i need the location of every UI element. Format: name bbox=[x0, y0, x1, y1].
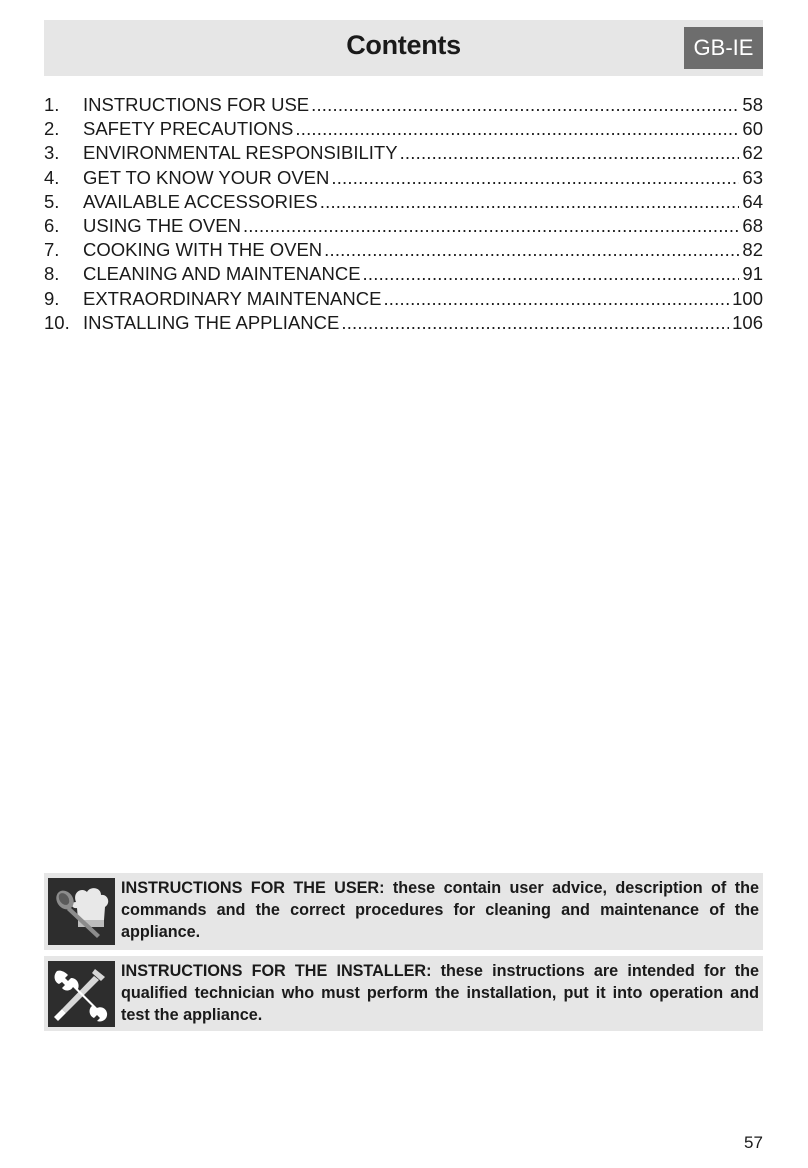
toc-entry-title: USING THE OVEN bbox=[83, 214, 241, 236]
installer-instructions-note bbox=[44, 956, 763, 1031]
toc-entry[interactable] bbox=[44, 118, 763, 142]
toc-entry-page: 64 bbox=[742, 190, 763, 212]
toc-entry[interactable] bbox=[44, 167, 763, 191]
toc-entry[interactable] bbox=[44, 263, 763, 287]
toc-entry-page: 106 bbox=[732, 311, 763, 333]
toc-entry-number: 3. bbox=[44, 142, 60, 164]
chef-hat-spoon-icon bbox=[48, 878, 115, 945]
toc-entry-number: 8. bbox=[44, 263, 60, 285]
toc-entry-title: AVAILABLE ACCESSORIES bbox=[83, 190, 318, 212]
toc-entry-title: GET TO KNOW YOUR OVEN bbox=[83, 166, 330, 188]
toc-entry[interactable] bbox=[44, 142, 763, 166]
toc-dot-leader bbox=[400, 142, 740, 164]
toc-entry-title: INSTALLING THE APPLIANCE bbox=[83, 311, 340, 333]
contents-header bbox=[44, 20, 763, 76]
toc-entry[interactable] bbox=[44, 288, 763, 312]
toc-entry-title: SAFETY PRECAUTIONS bbox=[83, 118, 294, 140]
toc-entry-title: INSTRUCTIONS FOR USE bbox=[83, 94, 310, 115]
wrench-screwdriver-icon bbox=[48, 961, 115, 1027]
toc-entry-number: 10. bbox=[44, 311, 70, 333]
toc-entry[interactable] bbox=[44, 191, 763, 215]
toc-entry[interactable] bbox=[44, 239, 763, 263]
toc-entry-title: ENVIRONMENTAL RESPONSIBILITY bbox=[83, 142, 398, 164]
toc-entry[interactable] bbox=[44, 312, 763, 336]
toc-entry-page: 91 bbox=[742, 263, 763, 285]
toc-entry-page: 58 bbox=[742, 94, 763, 115]
installer-instructions-text: INSTRUCTIONS FOR THE INSTALLER: these instructions are intended for the qualified technician who must perform the installation, put it into operation and test the appliance. bbox=[121, 962, 759, 1024]
toc-entry-page: 62 bbox=[742, 142, 763, 164]
toc-entry[interactable] bbox=[44, 94, 763, 118]
toc-dot-leader bbox=[311, 94, 739, 116]
toc-dot-leader bbox=[363, 263, 740, 285]
toc-dot-leader bbox=[331, 167, 739, 189]
toc-entry[interactable] bbox=[44, 215, 763, 239]
table-of-contents bbox=[44, 94, 763, 336]
user-instructions-note bbox=[44, 873, 763, 950]
toc-dot-leader bbox=[324, 239, 739, 261]
language-badge: GB-IE bbox=[684, 27, 763, 69]
user-instructions-text: INSTRUCTIONS FOR THE USER: these contain user advice, description of the commands and the correct procedures for cleaning and maintenance of the appliance. bbox=[121, 879, 759, 941]
toc-entry-number: 4. bbox=[44, 166, 60, 188]
toc-entry-page: 63 bbox=[742, 166, 763, 188]
toc-entry-number: 6. bbox=[44, 214, 60, 236]
toc-dot-leader bbox=[295, 118, 739, 140]
toc-entry-page: 60 bbox=[742, 118, 763, 140]
toc-entry-page: 100 bbox=[732, 287, 763, 309]
toc-dot-leader bbox=[341, 312, 729, 334]
toc-entry-number: 1. bbox=[44, 94, 60, 115]
toc-entry-page: 82 bbox=[742, 239, 763, 261]
toc-entry-title: COOKING WITH THE OVEN bbox=[83, 239, 323, 261]
toc-dot-leader bbox=[383, 288, 729, 310]
toc-entry-number: 7. bbox=[44, 239, 60, 261]
toc-entry-page: 68 bbox=[742, 214, 763, 236]
toc-entry-title: EXTRAORDINARY MAINTENANCE bbox=[83, 287, 382, 309]
toc-entry-number: 2. bbox=[44, 118, 60, 140]
toc-entry-number: 9. bbox=[44, 287, 60, 309]
toc-dot-leader bbox=[320, 191, 740, 213]
toc-dot-leader bbox=[243, 215, 739, 237]
toc-entry-number: 5. bbox=[44, 190, 60, 212]
page-number: 57 bbox=[744, 1133, 763, 1152]
toc-entry-title: CLEANING AND MAINTENANCE bbox=[83, 263, 361, 285]
page-title: Contents bbox=[346, 30, 461, 60]
